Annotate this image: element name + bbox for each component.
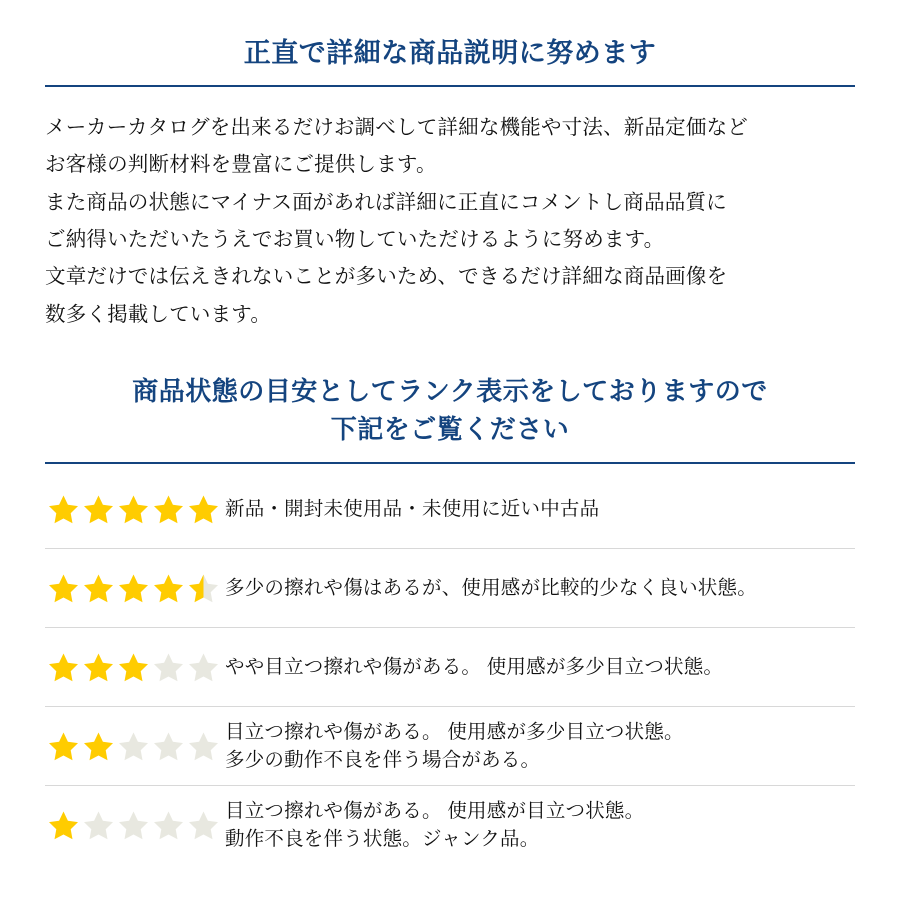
star-icon (187, 651, 220, 684)
star-icon (152, 493, 185, 526)
star-icon (47, 651, 80, 684)
star-icon (152, 651, 185, 684)
rank-description (225, 574, 757, 602)
star-icon (117, 493, 150, 526)
rank-description-line: 目立つ擦れや傷がある。 使用感が多少目立つ状態。 (225, 720, 684, 743)
star-icon (152, 730, 185, 763)
star-icon (117, 809, 150, 842)
rank-description-line: やや目立つ擦れや傷がある。 使用感が多少目立つ状態。 (225, 656, 724, 679)
star-icon (152, 809, 185, 842)
rank-guide-title-line2: 下記をご覧ください (330, 413, 570, 444)
rank-description-line: 動作不良を伴う状態。ジャンク品。 (225, 828, 540, 851)
star-icon (117, 572, 150, 605)
star-icon (117, 651, 150, 684)
star-icon (82, 572, 115, 605)
rank-guide-section (45, 373, 855, 864)
rank-guide-title-line1: 商品状態の目安としてランク表示をしておりますので (132, 375, 768, 406)
rank-description (225, 653, 723, 681)
star-icon (82, 493, 115, 526)
star-icon (47, 572, 80, 605)
description-line: 数多く掲載しています。 (45, 302, 272, 326)
rank-description-line: 新品・開封未使用品・未使用に近い中古品 (225, 498, 600, 521)
rank-row (45, 470, 855, 549)
rank-description-line: 目立つ擦れや傷がある。 使用感が目立つ状態。 (225, 799, 645, 822)
rank-row (45, 549, 855, 628)
rank-description (225, 718, 684, 775)
rank-description-line: 多少の擦れや傷はあるが、使用感が比較的少なく良い状態。 (225, 577, 757, 600)
rank-stars (45, 572, 225, 605)
star-icon (47, 730, 80, 763)
star-icon (82, 730, 115, 763)
star-icon (152, 572, 185, 605)
description-line: 文章だけでは伝えきれないことが多いため、できるだけ詳細な商品画像を (45, 265, 728, 289)
rank-guide-title (45, 373, 855, 448)
rank-row (45, 628, 855, 707)
star-icon (187, 493, 220, 526)
rank-stars (45, 730, 225, 763)
description-line: お客様の判断材料を豊富にご提供します。 (45, 153, 437, 177)
star-icon (82, 809, 115, 842)
description-line: メーカーカタログを出来るだけお調べして詳細な機能や寸法、新品定価など (45, 116, 748, 140)
rank-description (225, 495, 599, 523)
rank-stars (45, 493, 225, 526)
honest-description-section (45, 36, 855, 333)
rank-row (45, 786, 855, 864)
star-icon (187, 572, 220, 605)
star-icon (187, 730, 220, 763)
star-icon (117, 730, 150, 763)
rank-list (45, 470, 855, 864)
page-title: 正直で詳細な商品説明に努めます (243, 38, 657, 68)
description-line: ご納得いただいたうえでお買い物していただけるように努めます。 (45, 227, 665, 251)
star-icon (82, 651, 115, 684)
rank-row (45, 707, 855, 786)
rank-description-line: 多少の動作不良を伴う場合がある。 (225, 749, 541, 772)
title-divider (45, 85, 855, 87)
rank-guide-divider (45, 462, 855, 464)
rank-description (225, 797, 644, 854)
description-body (45, 109, 855, 333)
rank-stars (45, 809, 225, 842)
description-line: また商品の状態にマイナス面があれば詳細に正直にコメントし商品品質に (45, 190, 727, 214)
rank-stars (45, 651, 225, 684)
star-icon (47, 493, 80, 526)
star-icon (47, 809, 80, 842)
star-icon (187, 809, 220, 842)
